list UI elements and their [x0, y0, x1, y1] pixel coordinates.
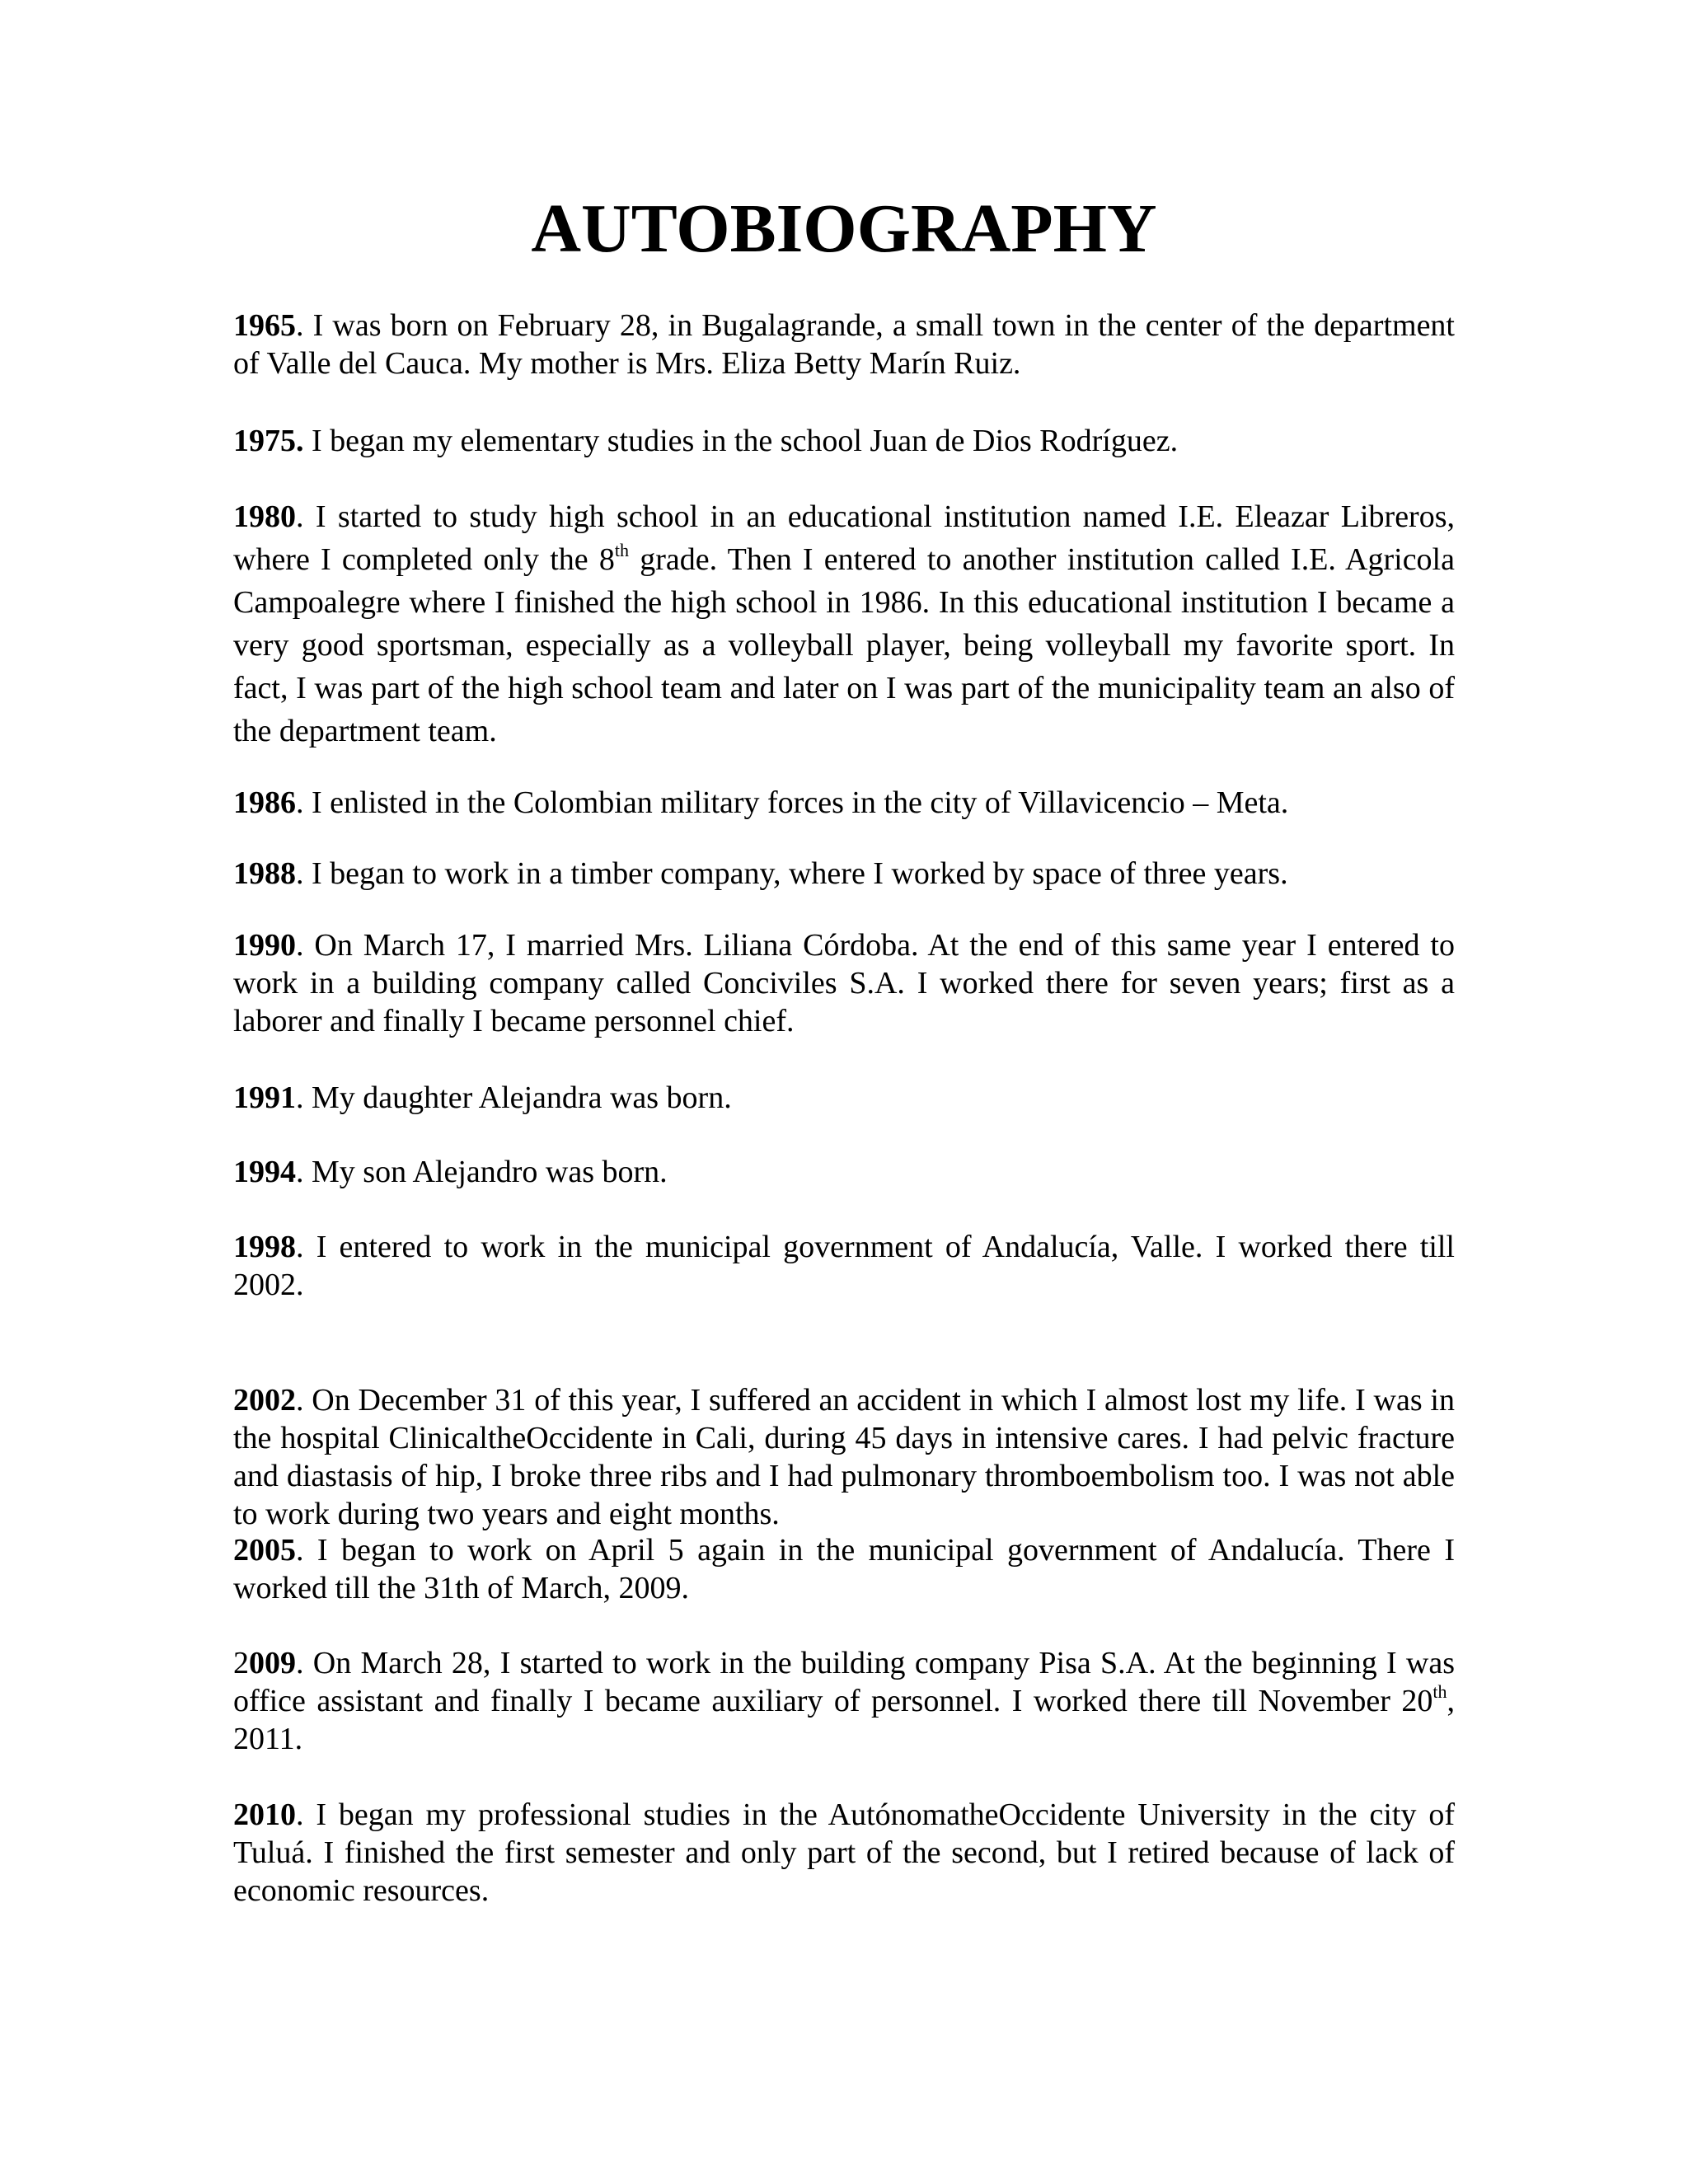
ordinal-suffix: th	[614, 540, 629, 561]
entry-year: 1994	[233, 1155, 296, 1189]
entry-separator: .	[296, 499, 304, 534]
entry-year: 2002	[233, 1383, 296, 1418]
entry-year: 1986	[233, 785, 296, 820]
entry-year: 1988	[233, 856, 296, 891]
entry-year: 1998	[233, 1230, 296, 1264]
entry-1975	[233, 422, 1455, 460]
entry-separator: .	[296, 928, 304, 963]
entry-text: I began my elementary studies in the school Juan de Dios Rodríguez.	[303, 424, 1179, 458]
entry-2009	[233, 1644, 1455, 1758]
document-title: AUTOBIOGRAPHY	[531, 190, 1157, 267]
entry-separator: .	[296, 1383, 304, 1418]
entry-text: I began my professional studies in the AutónomatheOccidente University in the city of Tuluá. I finished the first semester and only part of the second, but I retired because of lack of economic resources.	[233, 1797, 1455, 1908]
entry-text: , 2011.	[233, 1684, 1455, 1756]
entry-separator: .	[296, 785, 304, 820]
ordinal-suffix: th	[1432, 1681, 1447, 1703]
entry-separator: .	[296, 1533, 304, 1568]
entry-2010	[233, 1796, 1455, 1910]
entry-separator: .	[296, 856, 304, 891]
entry-year: 009	[249, 1646, 296, 1680]
entry-text: grade. Then I entered to another institution called I.E. Agricola Campoalegre where I finished the high school in 1986. In this educational institution I became a very good sportsman, especially as a volleyball player, being volleyball my favorite sport. In fact, I was part of the high school team and later on I was part of the municipality team an also of the department team.	[233, 542, 1455, 748]
entry-year: 2010	[233, 1797, 296, 1832]
entry-year: 1980	[233, 499, 296, 534]
entry-2005	[233, 1531, 1455, 1607]
entry-1991	[233, 1079, 1455, 1117]
entry-1988	[233, 855, 1455, 893]
entry-text: On December 31 of this year, I suffered an accident in which I almost lost my life. I was in the hospital ClinicaltheOccidente in Cali, during 45 days in intensive cares. I had pelvic fracture and diastasis of hip, I broke three ribs and I had pulmonary thromboembolism too. I was not able to work during two years and eight months.	[233, 1383, 1455, 1531]
entry-separator: .	[296, 1080, 304, 1115]
entry-text: On March 17, I married Mrs. Liliana Córdoba. At the end of this same year I entered to work in a building company called Conciviles S.A. I worked there for seven years; first as a laborer and finally I became personnel chief.	[233, 928, 1455, 1038]
entry-1980	[233, 495, 1455, 752]
entry-separator: .	[296, 1797, 304, 1832]
entry-separator: .	[296, 1646, 304, 1680]
entry-year: 1975.	[233, 424, 304, 458]
entry-1998	[233, 1228, 1455, 1304]
entry-2002	[233, 1381, 1455, 1533]
entry-text: I was born on February 28, in Bugalagrande, a small town in the center of the department of Valle del Cauca. My mother is Mrs. Eliza Betty Marín Ruiz.	[233, 308, 1455, 381]
entry-separator: .	[296, 1230, 304, 1264]
entry-separator: .	[296, 308, 304, 343]
entry-text: I entered to work in the municipal government of Andalucía, Valle. I worked there till 2002.	[233, 1230, 1455, 1302]
entry-year: 1965	[233, 308, 296, 343]
entry-text: I began to work on April 5 again in the municipal government of Andalucía. There I worked till the 31th of March, 2009.	[233, 1533, 1455, 1605]
entry-year: 1991	[233, 1080, 296, 1115]
entry-text: I started to study high school in an educational institution named I.E. Eleazar Libreros, where I completed only the 8	[233, 499, 1455, 577]
entry-separator: .	[296, 1155, 304, 1189]
entry-year: 2005	[233, 1533, 296, 1568]
entry-year: 1990	[233, 928, 296, 963]
entry-1965	[233, 307, 1455, 382]
entry-text: On March 28, I started to work in the building company Pisa S.A. At the beginning I was office assistant and finally I became auxiliary of personnel. I worked there till November 20	[233, 1646, 1455, 1718]
entry-1986	[233, 784, 1455, 822]
entry-1990	[233, 926, 1455, 1040]
entry-text: I enlisted in the Colombian military forces in the city of Villavicencio – Meta.	[303, 785, 1289, 820]
entry-text: My daughter Alejandra was born.	[303, 1080, 732, 1115]
entry-1994	[233, 1153, 1455, 1191]
entry-text: I began to work in a timber company, where I worked by space of three years.	[303, 856, 1288, 891]
entry-text: My son Alejandro was born.	[303, 1155, 668, 1189]
entry-year-prefix: 2	[233, 1646, 249, 1680]
